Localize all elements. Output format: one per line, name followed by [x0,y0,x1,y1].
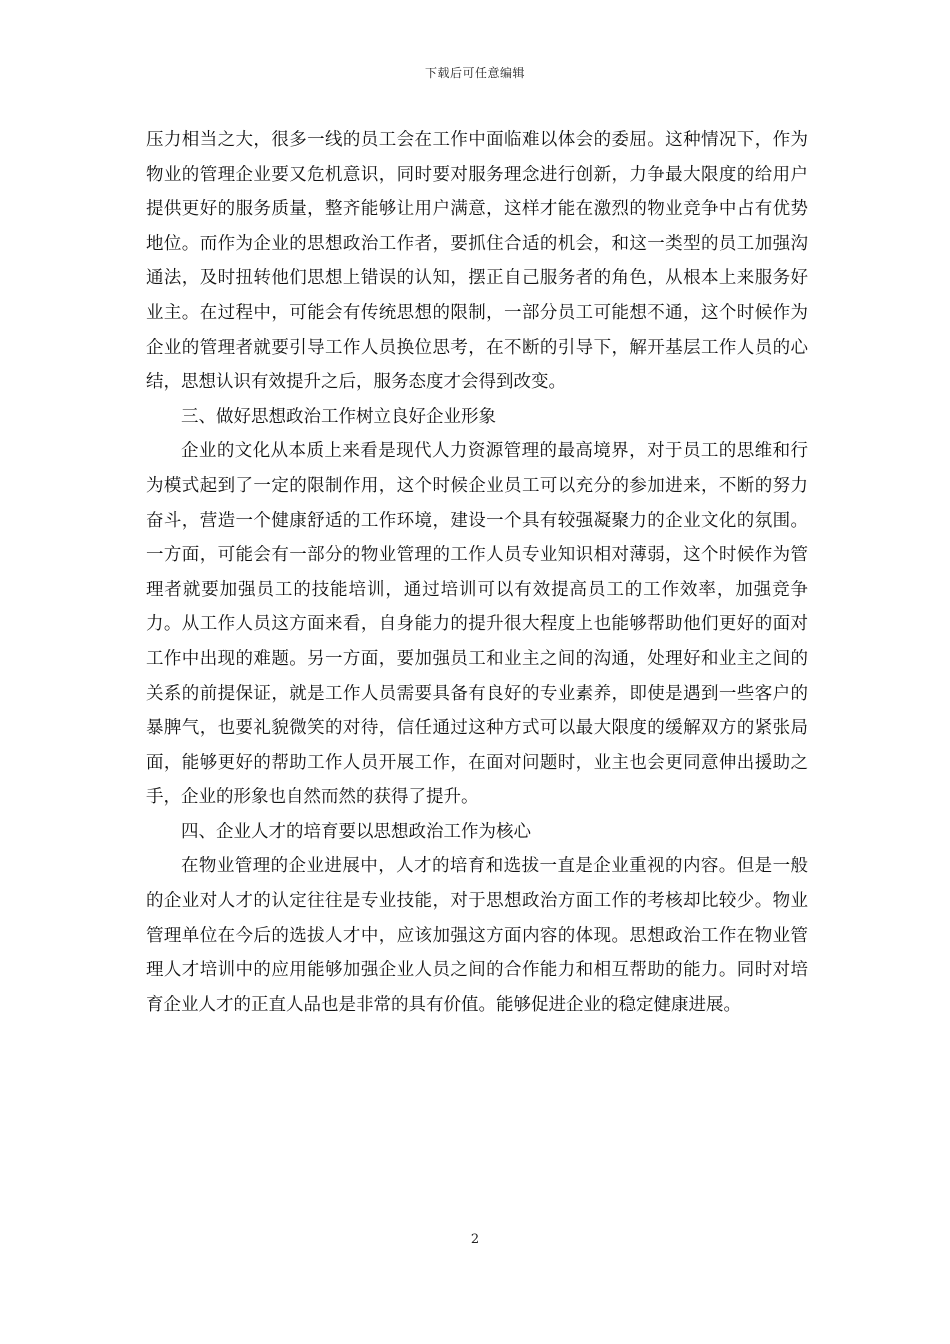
paragraph-talent-cultivation: 在物业管理的企业进展中，人才的培育和选拔一直是企业重视的内容。但是一般的企业对人才的认定往往是专业技能，对于思想政治方面工作的考核却比较少。物业管理单位在今后的选拔人才中，应该加强这方面内容的体现。思想政治工作在物业管理人才培训中的应用能够加强企业人员之间的合作能力和相互帮助的能力。同时对培育企业人才的正直人品也是非常的具有价值。能够促进企业的稳定健康进展。 [146,856,808,1015]
section-heading-4: 四、企业人才的培育要以思想政治工作为核心 [181,821,531,842]
document-body [146,123,808,1022]
section-heading-3: 三、做好思想政治工作树立良好企业形象 [181,406,496,427]
page-number: 2 [470,1232,480,1247]
page-header: 下载后可任意编辑 [424,66,525,80]
paragraph-continuation: 压力相当之大，很多一线的员工会在工作中面临难以体会的委屈。这种情况下，作为物业的管理企业要又危机意识，同时要对服务理念进行创新，力争最大限度的给用户提供更好的服务质量，整齐能够让用户满意，这样才能在激烈的物业竞争中占有优势地位。而作为企业的思想政治工作者，要抓住合适的机会，和这一类型的员工加强沟通法，及时扭转他们思想上错误的认知，摆正自己服务者的角色，从根本上来服务好业主。在过程中，可能会有传统思想的限制，一部分员工可能想不通，这个时候作为企业的管理者就要引导工作人员换位思考，在不断的引导下，解开基层工作人员的心结，思想认识有效提升之后，服务态度才会得到改变。 [146,130,808,393]
paragraph-corporate-image: 企业的文化从本质上来看是现代人力资源管理的最高境界，对于员工的思维和行为模式起到了一定的限制作用，这个时候企业员工可以充分的参加进来，不断的努力奋斗，营造一个健康舒适的工作环境，建设一个具有较强凝聚力的企业文化的氛围。一方面，可能会有一部分的物业管理的工作人员专业知识相对薄弱，这个时候作为管理者就要加强员工的技能培训，通过培训可以有效提高员工的工作效率，加强竞争力。从工作人员这方面来看，自身能力的提升很大程度上也能够帮助他们更好的面对工作中出现的难题。另一方面，要加强员工和业主之间的沟通，处理好和业主之间的关系的前提保证，就是工作人员需要具备有良好的专业素养，即使是遇到一些客户的暴脾气，也要礼貌微笑的对待，信任通过这种方式可以最大限度的缓解双方的紧张局面，能够更好的帮助工作人员开展工作，在面对问题时，业主也会更同意伸出援助之手，企业的形象也自然而然的获得了提升。 [146,441,808,808]
